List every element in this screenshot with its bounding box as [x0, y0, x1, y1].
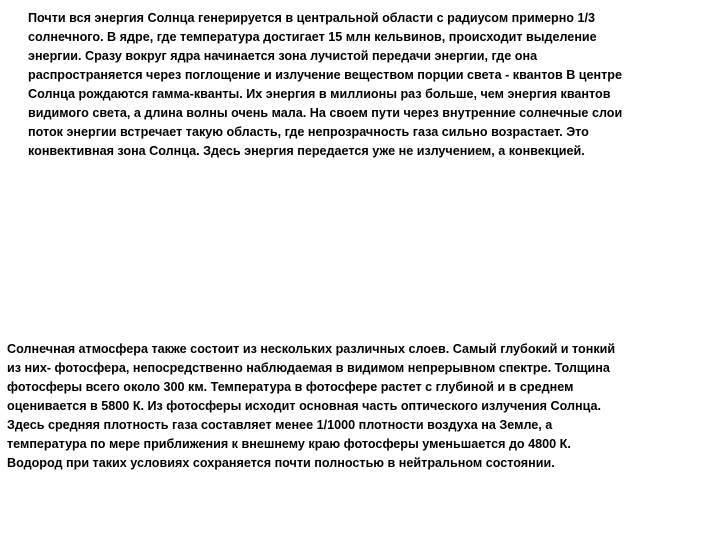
text-line: фотосферы всего около 300 км. Температура в фотосфере растет с глубиной и в среднем — [7, 380, 574, 394]
text-line: видимого света, а длина волны очень мала. На своем пути через внутренние солнечные слои — [28, 106, 623, 120]
text-line: оценивается в 5800 К. Из фотосферы исходит основная часть оптического излучения Солнца. — [7, 399, 601, 413]
text-line: температура по мере приближения к внешнему краю фотосферы уменьшается до 4800 К. — [7, 437, 571, 451]
text-line: Здесь средняя плотность газа составляет менее 1/1000 плотности воздуха на Земле, а — [7, 418, 553, 432]
text-line: из них- фотосфера, непосредственно наблюдаемая в видимом непрерывном спектре. Толщина — [7, 361, 610, 375]
text-line: Солнечная атмосфера также состоит из нескольких различных слоев. Самый глубокий и тонкий — [7, 342, 616, 356]
text-line: поток энергии встречает такую область, где непрозрачность газа сильно возрастает. Это — [28, 125, 589, 139]
text-line: Водород при таких условиях сохраняется почти полностью в нейтральном состоянии. — [7, 456, 555, 470]
text-line: Солнца рождаются гамма-кванты. Их энергия в миллионы раз больше, чем энергия квантов — [28, 87, 611, 101]
text-line: Почти вся энергия Солнца генерируется в центральной области с радиусом примерно 1/3 — [28, 11, 596, 25]
paragraph-solar-atmosphere — [7, 340, 615, 473]
text-line: конвективная зона Солнца. Здесь энергия передается уже не излучением, а конвекцией. — [28, 144, 585, 158]
paragraph-core-energy — [28, 9, 622, 161]
text-line: солнечного. В ядре, где температура достигает 15 млн кельвинов, происходит выделение — [28, 30, 597, 44]
text-line: распространяется через поглощение и излучение веществом порции света - квантов В центре — [28, 68, 623, 82]
text-line: энергии. Сразу вокруг ядра начинается зона лучистой передачи энергии, где она — [28, 49, 538, 63]
